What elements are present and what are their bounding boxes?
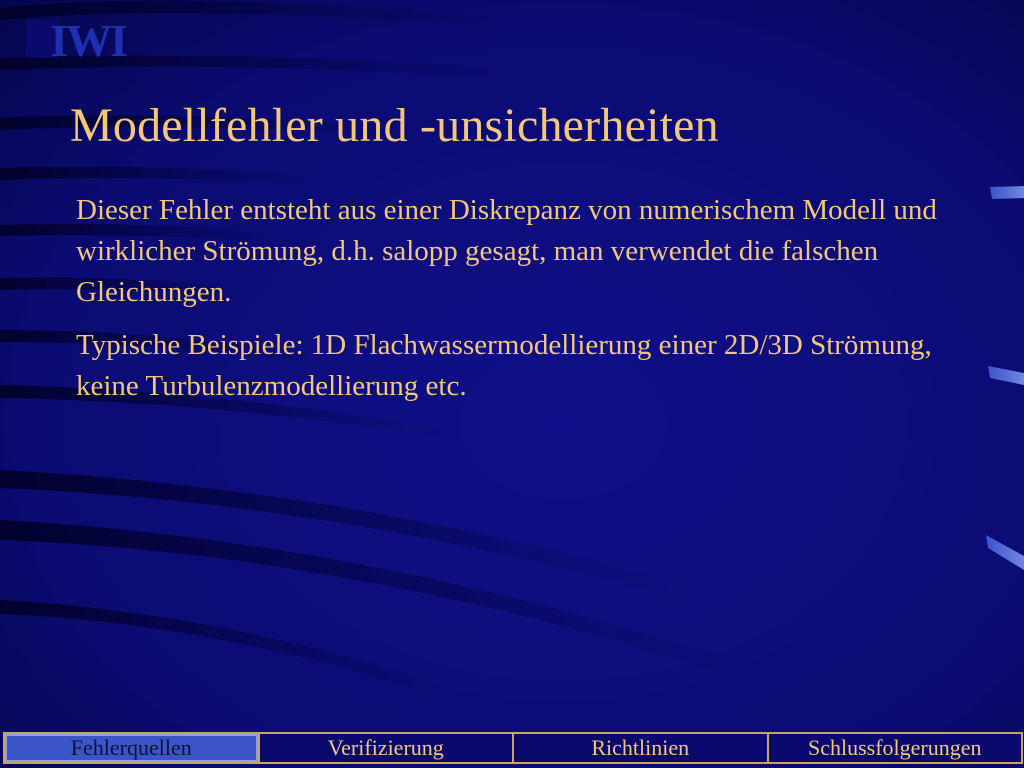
body-paragraph-2: Typische Beispiele: 1D Flachwassermodellierung einer 2D/3D Strömung, keine Turbulenzmodellierung etc. (76, 329, 932, 402)
slide-navigation-bar (3, 732, 1023, 764)
nav-tab-fehlerquellen[interactable]: Fehlerquellen (5, 734, 260, 762)
slide-title: Modellfehler und -unsicherheiten (70, 99, 719, 152)
nav-tab-verifizierung[interactable]: Verifizierung (260, 734, 515, 762)
body-paragraph-1: Dieser Fehler entsteht aus einer Diskrepanz von numerischem Modell und wirklicher Strömung, d.h. salopp gesagt, man verwendet die falschen Gleichungen. (76, 194, 937, 308)
nav-tab-richtlinien[interactable]: Richtlinien (514, 734, 769, 762)
logo-text: IWI (50, 18, 126, 60)
slide-body (76, 190, 956, 419)
iwi-logo (26, 18, 150, 60)
nav-tab-schlussfolgerungen[interactable]: Schlussfolgerungen (807, 735, 982, 760)
